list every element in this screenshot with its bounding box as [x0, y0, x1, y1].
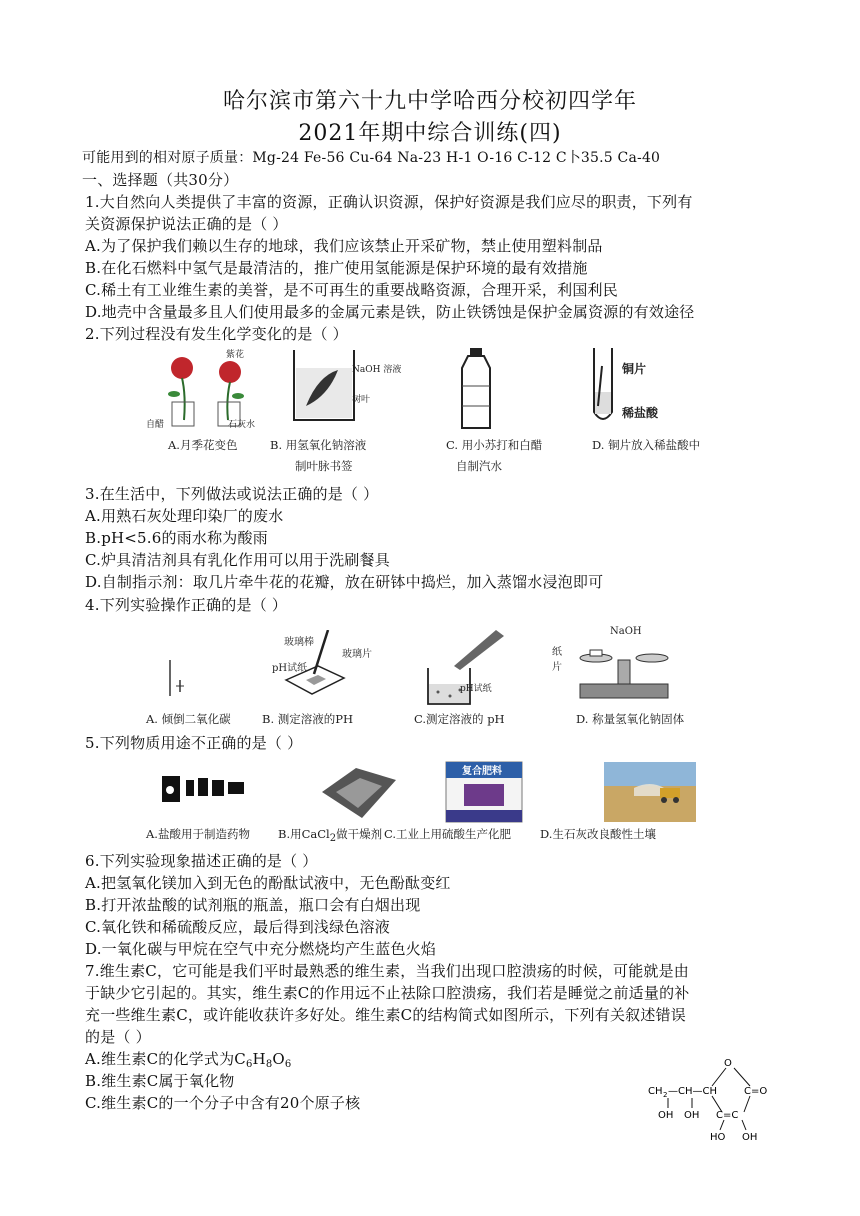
pour-co2-figure — [150, 630, 220, 700]
q3-stem: 3.在生活中，下列做法或说法正确的是（ ） — [85, 485, 379, 503]
q2-caption-b-line1: B. 用氢氧化钠溶液 — [270, 438, 367, 452]
q5-caption-a: A.盐酸用于制造药物 — [146, 827, 250, 841]
q1-stem-line2: 关资源保护说法正确的是（ ） — [85, 215, 288, 233]
q4-caption-d: D. 称量氢氧化钠固体 — [576, 712, 685, 726]
exam-title-line1: 哈尔滨市第六十九中学哈西分校初四学年 — [222, 89, 637, 114]
q4-caption-a: A. 倾倒二氧化碳 — [146, 712, 231, 726]
q2-caption-b-line2: 制叶脉书签 — [295, 459, 353, 473]
q2-caption-c-line2: 自制汽水 — [456, 459, 502, 473]
rose-label-left: 自醋 — [146, 420, 165, 430]
fertilizer-bag-label: 复合肥料 — [462, 766, 502, 777]
q7-option-c: C.维生素C的一个分子中含有20个原子核 — [85, 1094, 361, 1112]
structure-ho: HO — [710, 1132, 726, 1143]
q5-caption-b-sub: 2 — [329, 833, 337, 844]
rose-label-right: 石灰水 — [228, 420, 256, 430]
q6-option-a: A.把氢氧化镁加入到无色的酚酞试液中，无色酚酞变红 — [85, 874, 451, 892]
paper-sheet-label: 纸片 — [552, 647, 562, 673]
q2-caption-d: D. 铜片放入稀盐酸中 — [592, 438, 701, 452]
structure-o-top: O — [724, 1058, 732, 1069]
leaf-label: 树叶 — [352, 395, 371, 405]
q6-option-b: B.打开浓盐酸的试剂瓶的瓶盖，瓶口会有白烟出现 — [85, 896, 421, 914]
ph-paper-label: pH试纸 — [272, 663, 308, 674]
acid-label: 稀盐酸 — [622, 406, 659, 420]
q1-option-b: B.在化石燃料中氢气是最清洁的，推广使用氢能源是保护环境的最有效措施 — [85, 259, 588, 277]
bottle-figure — [456, 346, 496, 430]
q1-option-d: D.地壳中含量最多且人们使用最多的金属元素是铁，防止铁锈蚀是保护金属资源的有效途径 — [85, 303, 695, 321]
medicine-figure — [160, 770, 250, 806]
q3-option-d: D.自制指示剂：取几片牵牛花的花瓣，放在研钵中捣烂，加入蒸馏水浸泡即可 — [85, 573, 604, 591]
q2-caption-a: A.月季花变色 — [168, 438, 238, 452]
naoh-label: NaOH 溶液 — [352, 365, 402, 375]
rose-flower-icon — [171, 357, 193, 379]
q4-caption-c: C.测定溶液的 pH — [414, 712, 505, 726]
vitamin-c-structure — [646, 1054, 776, 1144]
q7-option-a-sub1: 6 — [245, 1059, 253, 1070]
rose-label-top: 紫花 — [226, 350, 245, 360]
q1-stem-line1: 1.大自然向人类提供了丰富的资源，正确认识资源，保护好资源是我们应尽的职责，下列有 — [85, 193, 693, 211]
q7-option-a-text: A.维生素C的化学式为C — [85, 1050, 246, 1068]
section-heading: 一、选择题（共30分） — [82, 171, 239, 189]
atomic-mass-line: 可能用到的相对原子质量：Mg-24 Fe-56 Cu-64 Na-23 H-1 O-16 C-12 C卜35.5 Ca-40 — [82, 150, 661, 166]
q7-stem-line2: 于缺少它引起的。其实，维生素C的作用远不止祛除口腔溃疡，我们若是睡觉之前适量的补 — [85, 984, 690, 1002]
structure-oh2: OH — [684, 1110, 700, 1121]
q5-stem: 5.下列物质用途不正确的是（ ） — [85, 734, 303, 752]
q7-option-b: B.维生素C属于氧化物 — [85, 1072, 235, 1090]
rose-flower-icon — [219, 361, 241, 383]
structure-c-eq-o: C=O — [744, 1086, 768, 1097]
desiccant-figure — [316, 762, 400, 822]
beaker-leaf-figure — [288, 346, 360, 426]
q4-stem: 4.下列实验操作正确的是（ ） — [85, 596, 288, 614]
structure-oh1: OH — [658, 1110, 674, 1121]
structure-oh3: OH — [742, 1132, 758, 1143]
q7-stem-line1: 7.维生素C，它可能是我们平时最熟悉的维生素，当我们出现口腔溃疡的时候，可能就是由 — [85, 962, 689, 980]
q4-caption-b: B. 测定溶液的PH — [262, 712, 354, 726]
copper-label: 铜片 — [622, 362, 647, 376]
q7-option-a-sub2: 8 — [265, 1059, 273, 1070]
q7-stem-line4: 的是（ ） — [85, 1028, 151, 1046]
q7-option-a-o: O — [272, 1050, 285, 1068]
q5-caption-b — [278, 826, 382, 844]
q5-caption-d: D.生石灰改良酸性土壤 — [540, 827, 656, 841]
structure-dash-ch: —CH—CH — [668, 1086, 718, 1097]
lime-field-figure — [604, 762, 696, 822]
q1-option-c: C.稀土有工业维生素的美誉，是不可再生的重要战略资源，合理开采，利国利民 — [85, 281, 618, 299]
q5-caption-b-rest: 做干燥剂 — [336, 827, 383, 841]
q3-option-c: C.炉具清洁剂具有乳化作用可以用于洗刷餐具 — [85, 551, 390, 569]
tweezers-beaker-figure — [420, 626, 510, 708]
q6-option-c: C.氧化铁和稀硫酸反应，最后得到浅绿色溶液 — [85, 918, 390, 936]
glass-plate-label: 玻璃片 — [342, 649, 372, 660]
q5-caption-b-text: B.用CaCl — [278, 827, 330, 841]
q6-stem: 6.下列实验现象描述正确的是（ ） — [85, 852, 318, 870]
q7-option-a-h: H — [252, 1050, 266, 1068]
exam-title-line2: 2021年期中综合训练(四) — [298, 121, 562, 146]
q5-caption-c: C.工业上用硫酸生产化肥 — [384, 827, 512, 841]
structure-c-eq-c: C=C — [716, 1110, 739, 1121]
structure-ch2-sub: 2 — [663, 1091, 668, 1099]
structure-ch2: CH — [648, 1086, 663, 1097]
naoh-balance-label: NaOH — [610, 626, 642, 637]
q7-stem-line3: 充一些维生素C，或许能收获许多好处。维生素C的结构简式如图所示，下列有关叙述错误 — [85, 1006, 686, 1024]
q7-option-a-sub3: 6 — [284, 1059, 292, 1070]
q2-stem: 2.下列过程没有发生化学变化的是（ ） — [85, 325, 348, 343]
q6-option-d: D.一氧化碳与甲烷在空气中充分燃烧均产生蓝色火焰 — [85, 940, 437, 958]
test-tube-figure — [588, 346, 618, 426]
q1-option-a: A.为了保护我们赖以生存的地球，我们应该禁止开采矿物，禁止使用塑料制品 — [85, 237, 603, 255]
q3-option-a: A.用熟石灰处理印染厂的废水 — [85, 507, 284, 525]
q3-option-b: B.pH<5.6的雨水称为酸雨 — [85, 529, 268, 547]
balance-figure — [576, 632, 672, 702]
ph-paper-label-c: pH试纸 — [460, 684, 492, 694]
q2-caption-c-line1: C. 用小苏打和白醋 — [446, 438, 543, 452]
glass-rod-label: 玻璃棒 — [284, 637, 314, 648]
